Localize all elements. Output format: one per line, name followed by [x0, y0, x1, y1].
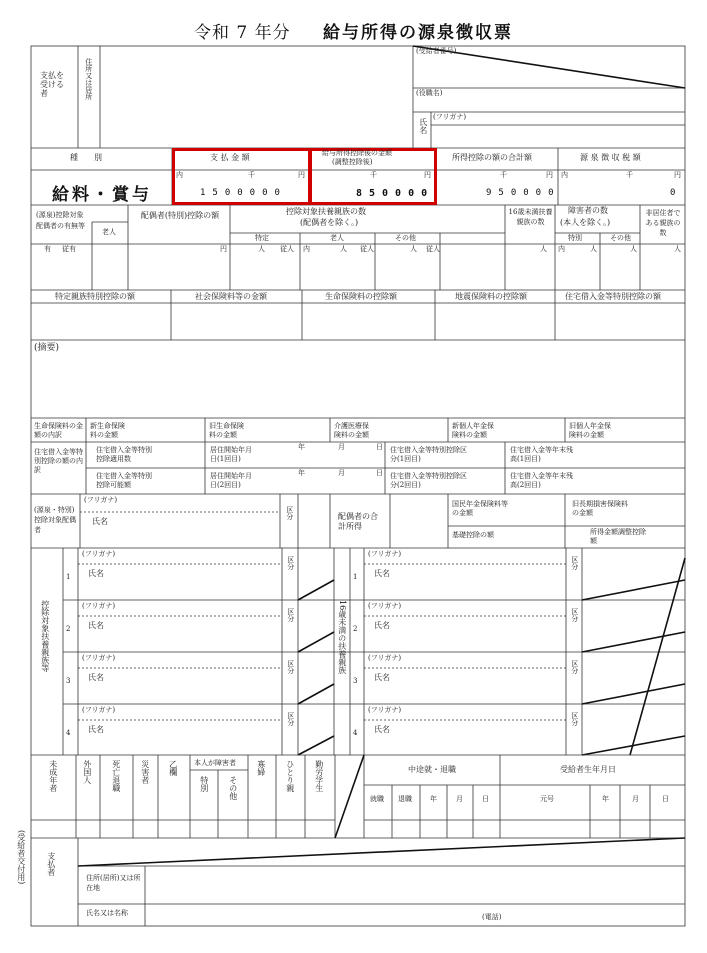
housing-start2-label: 居住開始年月日(2回目) — [210, 472, 252, 490]
housing-start1-label: 居住開始年月日(1回目) — [210, 446, 252, 464]
adjustment-label: 所得金額調整控除額 — [590, 528, 646, 546]
spouse-flag-label: (源泉)控除対象配偶者の有無等 — [36, 211, 85, 230]
housing-loan-label: 住宅借入金等特別控除の額 — [565, 292, 661, 301]
form-name: 給与所得の源泉徴収票 — [323, 23, 514, 43]
payer-label: 支払者 — [46, 852, 56, 876]
furigana-label: (フリガナ) — [368, 550, 402, 558]
birth-era: 元号 — [540, 795, 554, 803]
row-number: 1 — [66, 573, 71, 581]
others-ju: 従人 — [426, 245, 440, 253]
old-long-term-label: 旧長期損害保険料の金額 — [572, 500, 628, 518]
type-value: 給料・賞与 — [52, 185, 152, 205]
category-label: 区分 — [570, 556, 579, 570]
housing-year1: 年 — [298, 443, 305, 451]
category-label: 区分 — [570, 608, 579, 622]
pay-header: 支 払 金 額 — [210, 153, 250, 162]
pay-sen: 千 — [248, 171, 255, 179]
old-pension-label: 旧個人年金保険料の金額 — [569, 422, 611, 440]
disabled-sub: (本人を除く。) — [560, 218, 611, 227]
furigana-label: (フリガナ) — [368, 654, 402, 662]
recipient-label: 支払を受ける者 — [40, 71, 64, 98]
furigana-label: (フリガナ) — [368, 706, 402, 714]
row-number: 3 — [353, 677, 358, 685]
housing-year2: 年 — [298, 469, 305, 477]
category-label: 区分 — [286, 712, 295, 726]
furigana-label: (フリガナ) — [368, 602, 402, 610]
housing-month2: 月 — [338, 469, 345, 477]
birth-day: 日 — [662, 795, 669, 803]
category-label: 区分 — [286, 556, 295, 570]
mid-year-month: 月 — [456, 795, 463, 803]
student-label: 勤労学生 — [314, 760, 324, 792]
new-pension-label: 新個人年金保険料の金額 — [452, 422, 494, 440]
special-uchi: 内 — [558, 245, 565, 253]
others2-label: その他 — [610, 234, 631, 242]
spouse-furigana: (フリガナ) — [84, 496, 118, 504]
mid-year-label: 中途就・退職 — [408, 765, 456, 774]
dependents-count-sub: (配偶者を除く。) — [300, 218, 359, 227]
spouse-name-label: 氏名 — [92, 517, 108, 526]
row-number: 2 — [353, 625, 358, 633]
pay-en: 円 — [298, 171, 305, 179]
right-dependents-label: 16歳未満の扶養親族 — [337, 600, 347, 675]
death-label: 死亡退職 — [111, 760, 121, 792]
payer-name-label: 氏名又は名称 — [86, 909, 128, 917]
income-value: 850000 — [356, 188, 435, 199]
life-insurance-label: 生命保険料の控除額 — [325, 292, 397, 301]
nonresident-label: 非居住者である親族の数 — [645, 209, 681, 237]
furigana-label: (フリガナ) — [82, 550, 116, 558]
name-label: 氏名 — [88, 621, 104, 630]
withholding-uchi: 内 — [561, 171, 568, 179]
self-disabled-label: 本人が障害者 — [194, 759, 236, 767]
housing-type2-label: 住宅借入金等特別控除区分(2回目) — [390, 472, 467, 490]
foreigner-label: 外国人 — [82, 760, 92, 784]
row-number: 2 — [66, 625, 71, 633]
row-number: 4 — [353, 729, 358, 737]
mid-year-day: 日 — [482, 795, 489, 803]
life-breakdown-label: 生命保険料の金額の内訳 — [34, 422, 83, 440]
elderly-person: 人 — [340, 245, 347, 253]
income-header-1: 給与所得控除後の金額 — [322, 149, 392, 157]
category-label: 区分 — [286, 660, 295, 674]
recipient-copy-label: (受給者交付用) — [16, 830, 26, 885]
pay-value: 1500000 — [200, 188, 287, 198]
furigana-label: (フリガナ) — [82, 602, 116, 610]
care-label: 介護医療保険料の金額 — [334, 422, 369, 440]
name-label: 氏名 — [88, 725, 104, 734]
others-person: 人 — [410, 245, 417, 253]
elderly-label: 老人 — [102, 228, 116, 236]
special-label: 特別 — [568, 234, 582, 242]
single-parent-label: ひとり親 — [285, 760, 295, 792]
under16-person: 人 — [540, 245, 547, 253]
social-insurance-label: 社会保険料等の金額 — [195, 292, 267, 301]
category-label: 区分 — [570, 712, 579, 726]
deduction-total-value: 950000 — [486, 188, 561, 198]
name-label: 氏名 — [374, 569, 390, 578]
housing-month1: 月 — [338, 443, 345, 451]
name-label: 氏名 — [88, 673, 104, 682]
disabled-special-label: 特別 — [199, 776, 209, 792]
recipient-no-label: (受給者番号) — [416, 47, 457, 55]
position-label: (役職名) — [416, 89, 443, 97]
housing-possible-label: 住宅借入金等特別控除可能額 — [96, 472, 152, 490]
basic-deduction-label: 基礎控除の額 — [452, 531, 494, 539]
housing-balance2-label: 住宅借入金等年末残高(2回目) — [510, 472, 573, 490]
birth-year: 年 — [602, 795, 609, 803]
others-label: その他 — [395, 234, 416, 242]
withholding-header: 源 泉 徴 収 税 額 — [580, 153, 641, 162]
disabled-label: 障害者の数 — [568, 206, 608, 215]
housing-day1: 日 — [376, 443, 383, 451]
type-header: 種 別 — [70, 153, 102, 162]
elderly-uchi: 内 — [303, 245, 310, 253]
deduction-total-header: 所得控除の額の合計額 — [452, 153, 532, 162]
elderly2-label: 老人 — [330, 234, 344, 242]
spouse-category-label: 区分 — [285, 506, 294, 520]
spouse-income-label: 配偶者の合計所得 — [338, 512, 378, 532]
pay-uchi: 内 — [176, 171, 183, 179]
elderly-ju: 従人 — [360, 245, 374, 253]
spouse-deduction-label: 配偶者(特別)控除の額 — [140, 211, 220, 220]
hired-label: 就職 — [370, 795, 384, 803]
under16-label: 16歳未満扶養親族の数 — [508, 208, 553, 226]
payer-address-label: 住所(居所)又は所在地 — [86, 874, 141, 892]
name-label: 氏名 — [374, 673, 390, 682]
deduction-en: 円 — [546, 171, 553, 179]
birth-label: 受給者生年月日 — [560, 765, 616, 774]
income-header-2: (調整控除後) — [332, 158, 373, 166]
deduction-sen: 千 — [500, 171, 507, 179]
row-number: 3 — [66, 677, 71, 685]
dependents-count-label: 控除対象扶養親族の数 — [286, 207, 366, 216]
others2-person: 人 — [630, 245, 637, 253]
withholding-sen: 千 — [626, 171, 633, 179]
recipient-name-label: 氏名 — [418, 118, 428, 134]
otsu-label: 乙欄 — [168, 760, 178, 776]
spouse-row-label: (源泉・特別)控除対象配偶者 — [34, 506, 76, 534]
housing-type1-label: 住宅借入金等特別控除区分(1回目) — [390, 446, 467, 464]
birth-month: 月 — [632, 795, 639, 803]
exempt-label: 従有 — [62, 245, 76, 253]
specified-ju: 従人 — [280, 245, 294, 253]
spouse-amount-yen: 円 — [220, 245, 227, 253]
furigana-label: (フリガナ) — [433, 113, 467, 121]
specified-person: 人 — [258, 245, 265, 253]
nonresident-person: 人 — [674, 245, 681, 253]
income-en: 円 — [424, 171, 431, 179]
remarks-label: (摘要) — [34, 343, 60, 353]
widow-label: 寡婦 — [256, 760, 266, 776]
mid-year-year: 年 — [430, 795, 437, 803]
new-life-label: 新生命保険料の金額 — [90, 422, 125, 440]
category-label: 区分 — [570, 660, 579, 674]
row-number: 4 — [66, 729, 71, 737]
retired-label: 退職 — [398, 795, 412, 803]
furigana-label: (フリガナ) — [82, 706, 116, 714]
withholding-en: 円 — [674, 171, 681, 179]
payer-phone-label: (電話) — [482, 913, 502, 921]
old-life-label: 旧生命保険料の金額 — [209, 422, 244, 440]
withholding-value: 0 — [670, 188, 683, 198]
disaster-label: 災害者 — [140, 760, 150, 784]
specific-relatives-label: 特定親族特別控除の額 — [55, 292, 135, 301]
earthquake-label: 地震保険料の控除額 — [455, 292, 527, 301]
address-label: 住所又は居所 — [84, 58, 93, 100]
housing-breakdown-label: 住宅借入金等特別控除の額の内訳 — [34, 448, 83, 475]
name-label: 氏名 — [374, 621, 390, 630]
specified-label: 特定 — [255, 234, 269, 242]
income-sen: 千 — [370, 171, 377, 179]
special-person: 人 — [590, 245, 597, 253]
housing-day2: 日 — [376, 469, 383, 477]
housing-eligible-label: 住宅借入金等特別控除適用数 — [96, 446, 152, 464]
national-pension-label: 国民年金保険料等の金額 — [452, 500, 508, 518]
name-label: 氏名 — [374, 725, 390, 734]
name-label: 氏名 — [88, 569, 104, 578]
housing-balance1-label: 住宅借入金等年末残高(1回目) — [510, 446, 573, 464]
form-year: 令和 7 年分 — [193, 23, 291, 43]
left-dependents-label: 控除対象扶養親族等 — [40, 600, 50, 672]
row-number: 1 — [353, 573, 358, 581]
disabled-other-label: その他 — [228, 776, 238, 800]
furigana-label: (フリガナ) — [82, 654, 116, 662]
yes-label: 有 — [44, 245, 51, 253]
category-label: 区分 — [286, 608, 295, 622]
minor-label: 未成年者 — [48, 760, 58, 792]
